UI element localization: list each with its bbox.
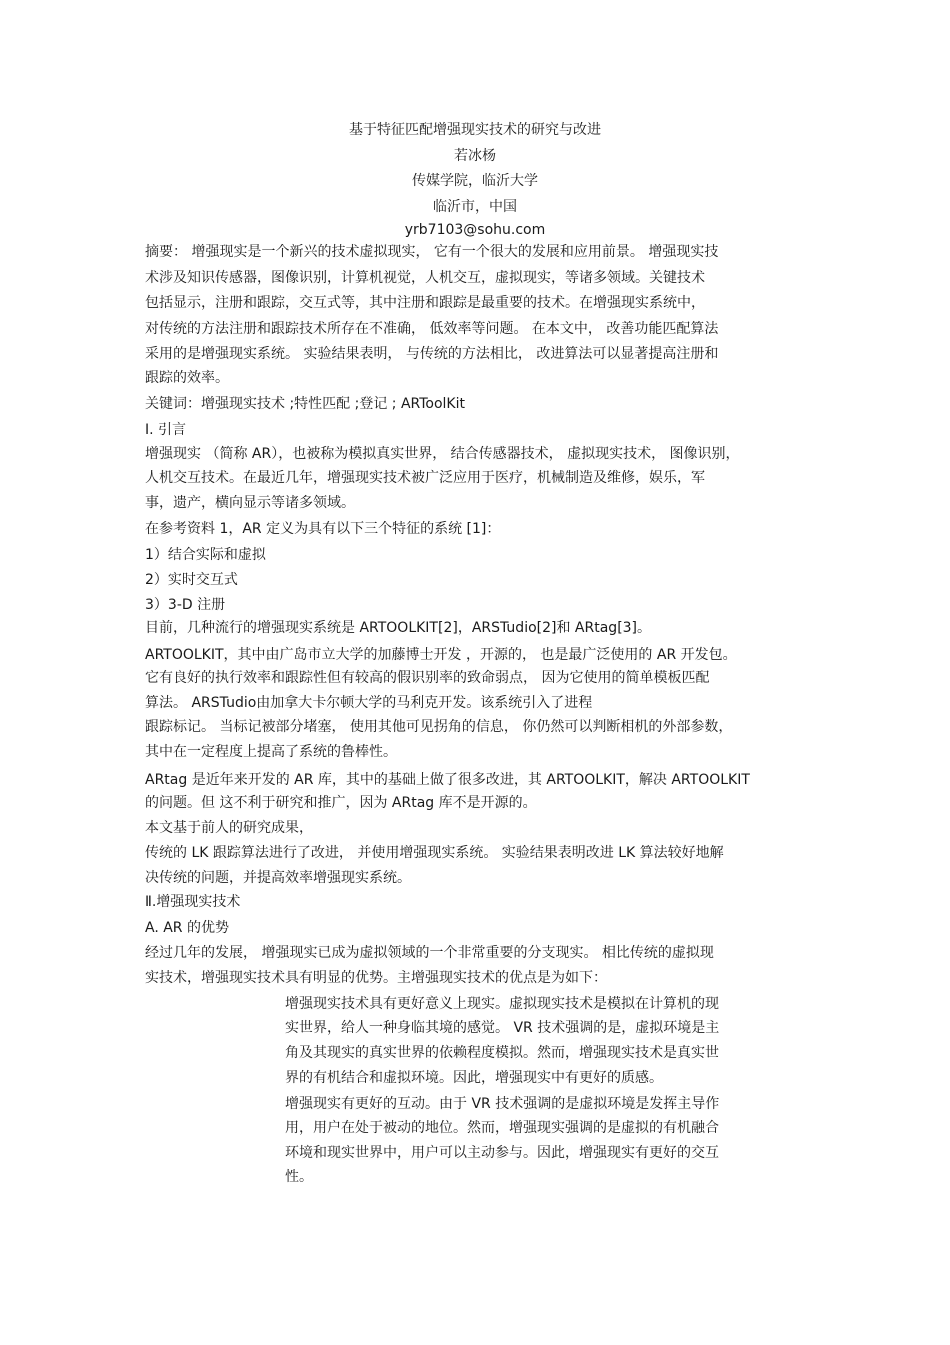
paragraph-line: 它有良好的执行效率和跟踪性但有较高的假识别率的致命弱点， 因为它使用的简单模板匹配 (145, 670, 710, 686)
paragraph-line: 事，遗产，横向显示等诸多领域。 (145, 495, 355, 511)
paragraph-line: ARtag 是近年来开发的 AR 库，其中的基础上做了很多改进，其 ARTOOLKIT，解决 ARTOOLKIT (145, 772, 750, 788)
paragraph-line: ARTOOLKIT，其中由广岛市立大学的加藤博士开发 ，开源的， 也是最广泛使用的 AR 开发包。 (145, 647, 737, 663)
list-item: 1）结合实际和虚拟 (145, 547, 266, 563)
paragraph-line: 实技术，增强现实技术具有明显的优势。主增强现实技术的优点是为如下： (145, 970, 607, 986)
paragraph-line: 经过几年的发展， 增强现实已成为虚拟领域的一个非常重要的分支现实。 相比传统的虚拟现 (145, 945, 714, 961)
advantage-item-line: 增强现实技术具有更好意义上现实。虚拟现实技术是模拟在计算机的现 (285, 996, 719, 1012)
paragraph-line: 决传统的问题，并提高效率增强现实系统。 (145, 870, 411, 886)
advantage-item-line: 角及其现实的真实世界的依赖程度模拟。然而，增强现实技术是真实世 (285, 1045, 719, 1061)
abstract-line: 采用的是增强现实系统。 实验结果表明， 与传统的方法相比， 改进算法可以显著提高注册和 (145, 346, 719, 362)
advantage-item-line: 增强现实有更好的互动。由于 VR 技术强调的是虚拟环境是发挥主导作 (285, 1096, 720, 1112)
abstract-line: 摘要： 增强现实是一个新兴的技术虚拟现实， 它有一个很大的发展和应用前景。 增强现实技 (145, 244, 719, 260)
section-heading-introduction: I. 引言 (145, 422, 187, 438)
advantage-item-line: 性。 (285, 1169, 313, 1185)
abstract-line: 跟踪的效率。 (145, 370, 229, 386)
paragraph-line: 跟踪标记。 当标记被部分堵塞， 使用其他可见拐角的信息， 你仍然可以判断相机的外部参数， (145, 719, 733, 735)
paragraph-line: 的问题。但 这不利于研究和推广，因为 ARtag 库不是开源的。 (145, 795, 537, 811)
paper-title: 基于特征匹配增强现实技术的研究与改进 (349, 122, 601, 138)
paragraph-line: 人机交互技术。在最近几年，增强现实技术被广泛应用于医疗，机械制造及维修，娱乐，军 (145, 470, 705, 486)
advantage-item-line: 环境和现实世界中，用户可以主动参与。因此，增强现实有更好的交互 (285, 1145, 719, 1161)
subsection-heading: A. AR 的优势 (145, 920, 229, 936)
abstract-line: 术涉及知识传感器，图像识别，计算机视觉，人机交互，虚拟现实，等诸多领域。关键技术 (145, 270, 705, 286)
abstract-line: 对传统的方法注册和跟踪技术所存在不准确， 低效率等问题。 在本文中， 改善功能匹配算法 (145, 321, 719, 337)
paragraph-line: 其中在一定程度上提高了系统的鲁棒性。 (145, 744, 397, 760)
paragraph-line: 在参考资料 1，AR 定义为具有以下三个特征的系统 [1]： (145, 521, 501, 537)
paragraph-line: 增强现实 （简称 AR），也被称为模拟真实世界， 结合传感器技术， 虚拟现实技术， 图像识别， (145, 446, 740, 462)
paragraph-line: 算法。 ARSTudio由加拿大卡尔顿大学的马利克开发。该系统引入了进程 (145, 695, 593, 711)
advantage-item-line: 用，用户在处于被动的地位。然而，增强现实强调的是虚拟的有机融合 (285, 1120, 719, 1136)
list-item: 2）实时交互式 (145, 572, 238, 588)
section-heading-ar-technology: Ⅱ.增强现实技术 (145, 894, 241, 910)
list-item: 3）3-D 注册 (145, 597, 226, 613)
author-email: yrb7103@sohu.com (404, 222, 546, 238)
paragraph-line: 传统的 LK 跟踪算法进行了改进， 并使用增强现实系统。 实验结果表明改进 LK 算法较好地解 (145, 845, 724, 861)
advantage-item-line: 实世界，给人一种身临其境的感觉。 VR 技术强调的是，虚拟环境是主 (285, 1020, 720, 1036)
advantage-item-line: 界的有机结合和虚拟环境。因此，增强现实中有更好的质感。 (285, 1070, 663, 1086)
paragraph-line: 本文基于前人的研究成果， (145, 820, 313, 836)
abstract-line: 包括显示，注册和跟踪，交互式等，其中注册和跟踪是最重要的技术。在增强现实系统中， (145, 295, 705, 311)
keywords: 关键词：增强现实技术 ;特性匹配 ;登记 ; ARToolKit (145, 396, 465, 412)
author-name: 若冰杨 (454, 148, 496, 164)
paragraph-line: 目前，几种流行的增强现实系统是 ARTOOLKIT[2]，ARSTudio[2]和 ARtag[3]。 (145, 620, 652, 636)
author-city: 临沂市，中国 (433, 199, 517, 215)
author-affiliation: 传媒学院，临沂大学 (412, 173, 538, 189)
